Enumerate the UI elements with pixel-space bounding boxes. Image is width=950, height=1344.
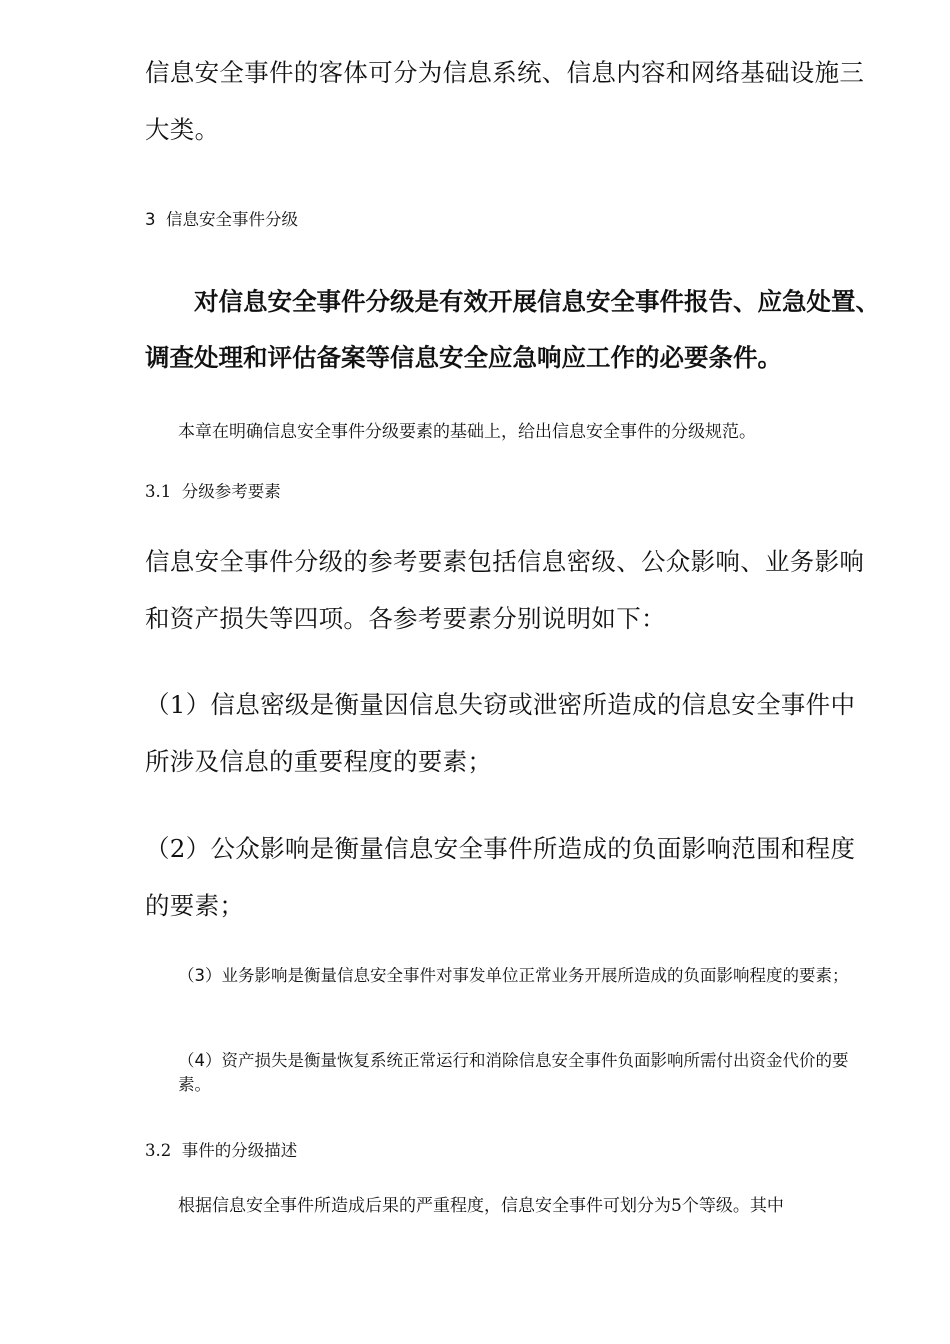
levels-paragraph	[178, 1193, 880, 1220]
levels-text-before: 根据信息安全事件所造成后果的严重程度，信息安全事件可划分为	[178, 1196, 671, 1216]
section-3-number: 3	[145, 210, 156, 229]
section-3-1-heading	[145, 480, 880, 504]
element-item-3: （3）业务影响是衡量信息安全事件对事发单位正常业务开展所造成的负面影响程度的要素；	[178, 966, 849, 985]
elements-paragraph: 信息安全事件分级的参考要素包括信息密级、公众影响、业务影响和资产损失等四项。各参考要素分别说明如下：	[145, 547, 865, 633]
chapter-intro-paragraph: 本章在明确信息安全事件分级要素的基础上，给出信息安全事件的分级规范。	[178, 422, 756, 442]
levels-text-after: 个等级。其中	[681, 1196, 784, 1216]
intro-paragraph: 信息安全事件的客体可分为信息系统、信息内容和网络基础设施三大类。	[145, 58, 865, 144]
section-3-heading	[145, 208, 880, 232]
element-item-2: （2）公众影响是衡量信息安全事件所造成的负面影响范围和程度的要素；	[145, 834, 856, 920]
importance-paragraph: 对信息安全事件分级是有效开展信息安全事件报告、应急处置、调查处理和评估备案等信息安全应急响应工作的必要条件。	[145, 287, 880, 372]
section-3-1-title: 分级参考要素	[181, 482, 281, 501]
section-3-1-number: 3.1	[145, 482, 172, 501]
element-item-4: （4）资产损失是衡量恢复系统正常运行和消除信息安全事件负面影响所需付出资金代价的要素。	[178, 1051, 849, 1094]
section-3-title: 信息安全事件分级	[166, 210, 298, 229]
element-item-1: （1）信息密级是衡量因信息失窃或泄密所造成的信息安全事件中所涉及信息的重要程度的要素；	[145, 690, 856, 776]
section-3-2-number: 3.2	[145, 1141, 172, 1160]
section-3-2-title: 事件的分级描述	[181, 1141, 298, 1160]
levels-count: 5	[671, 1196, 682, 1216]
section-3-2-heading	[145, 1139, 880, 1163]
